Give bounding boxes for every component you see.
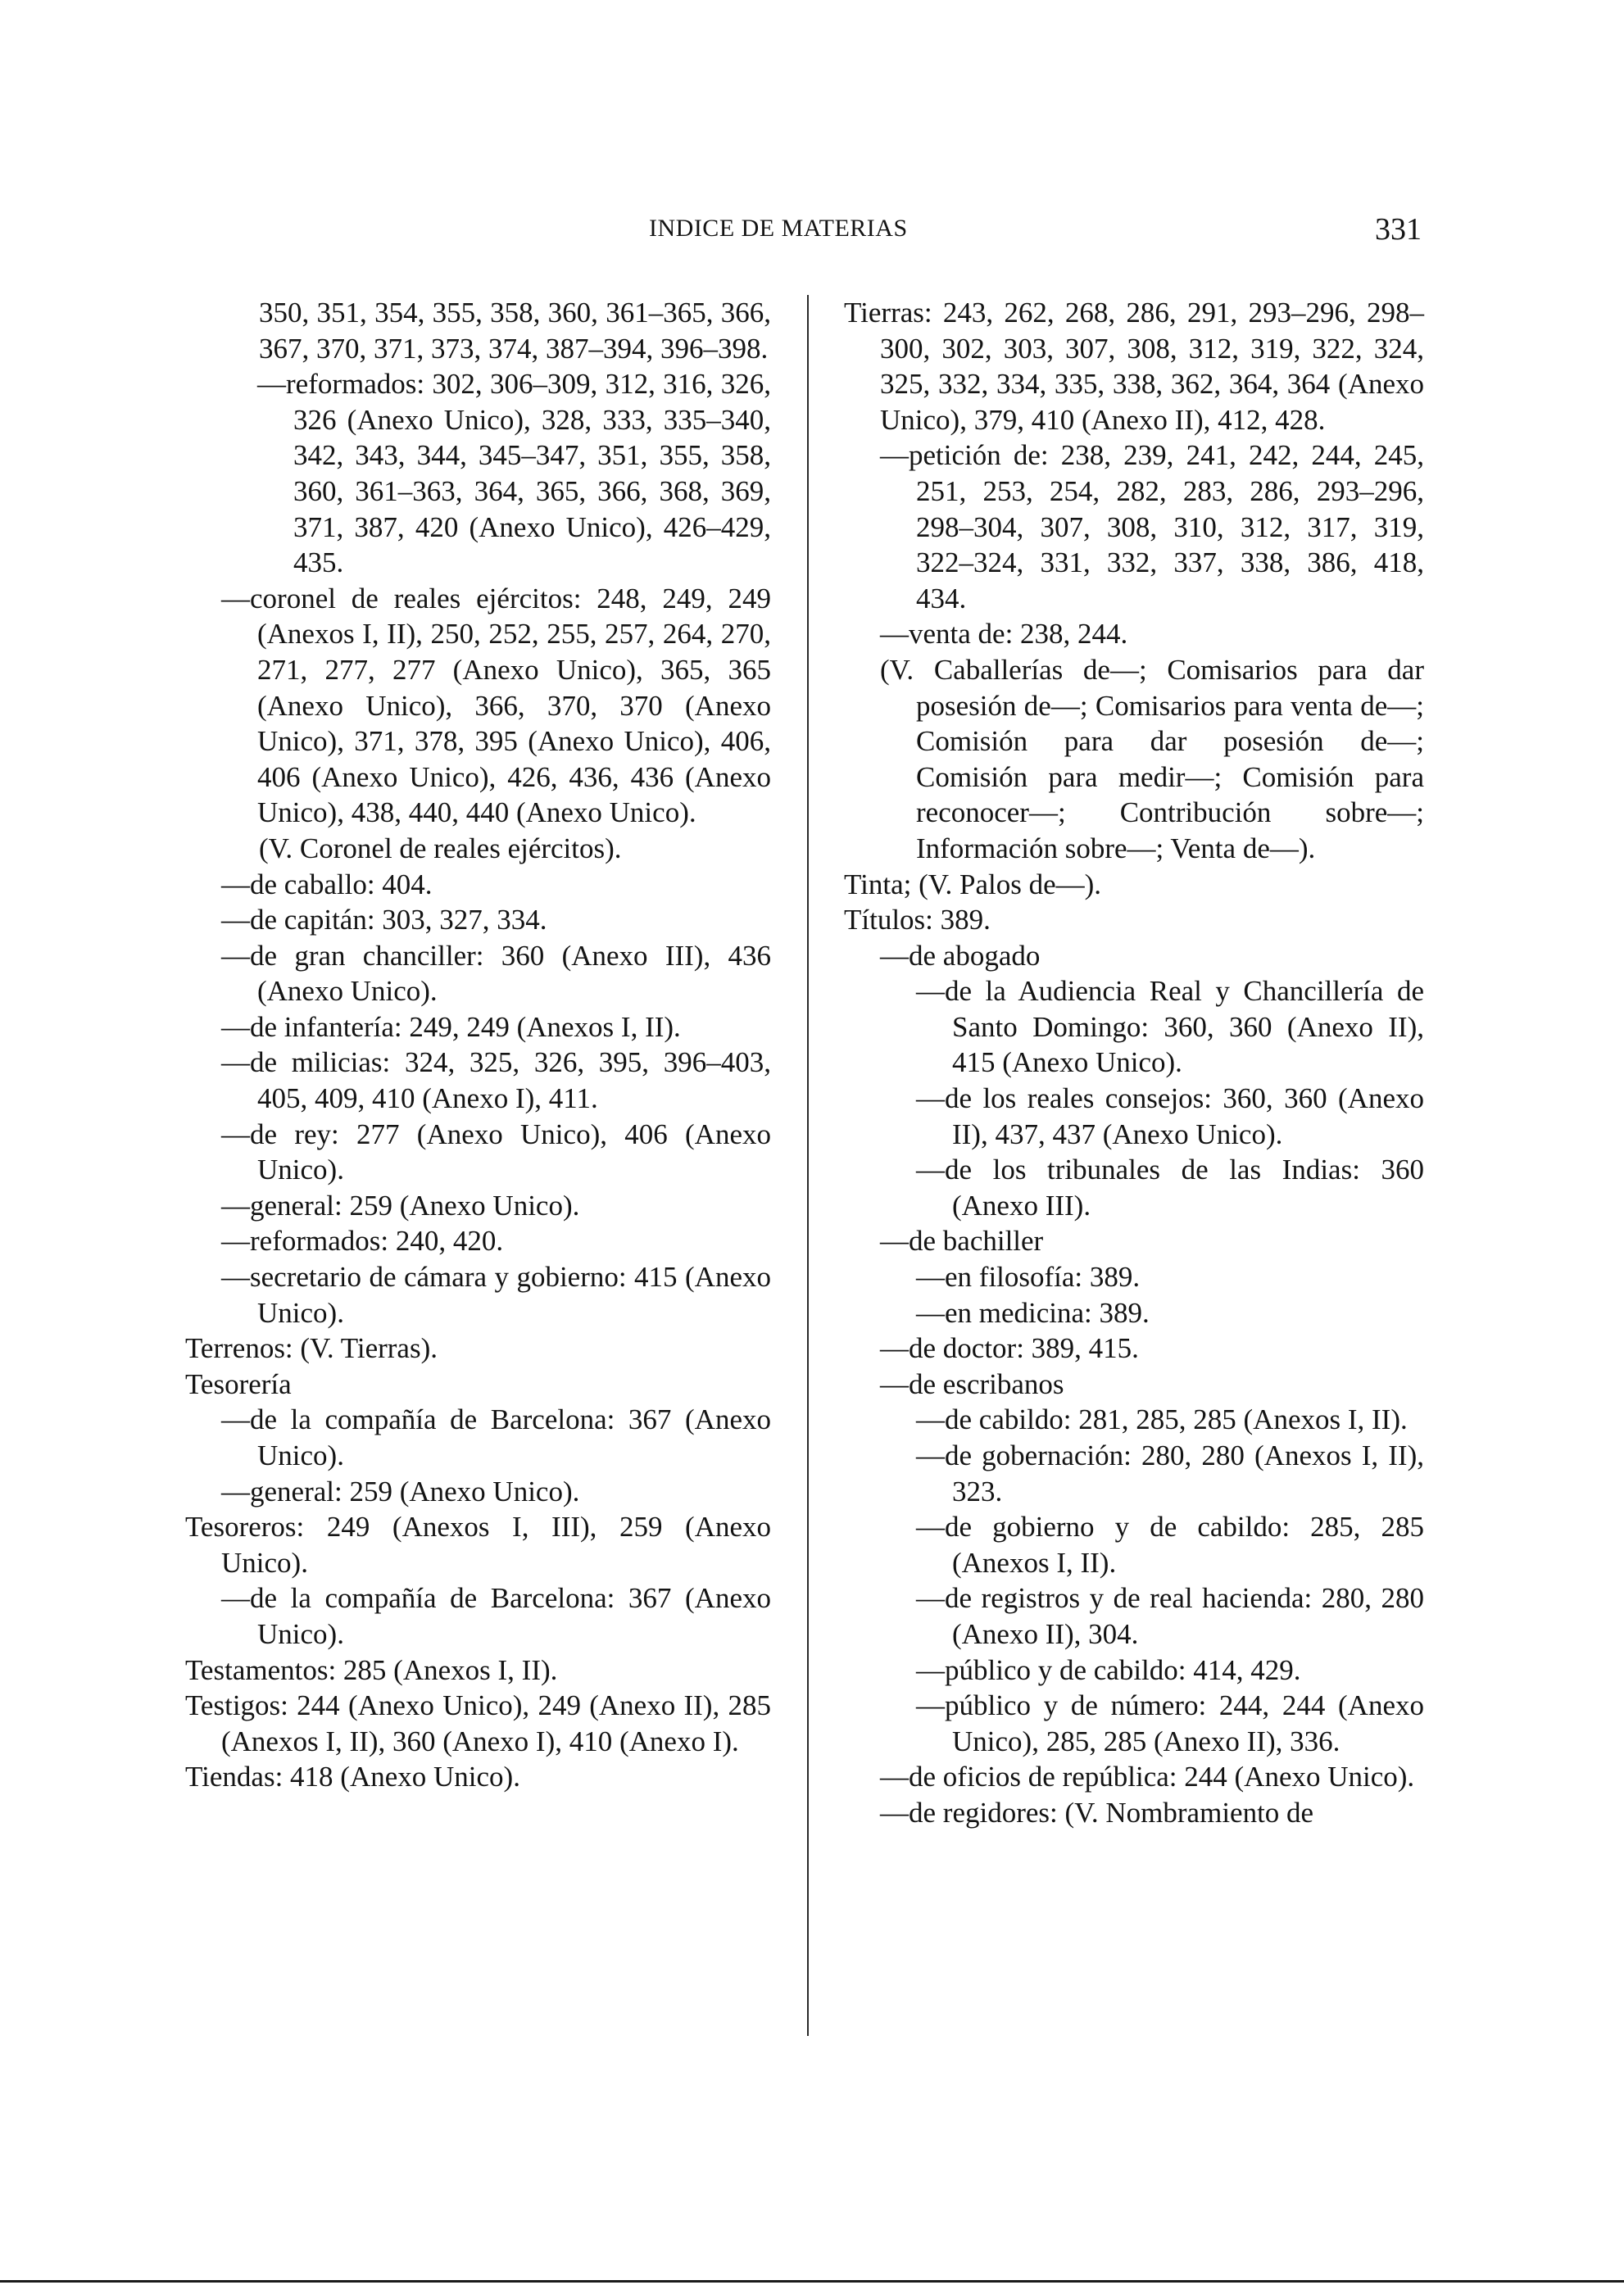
- index-entry: —de oficios de república: 244 (Anexo Unico).: [880, 1761, 1415, 1793]
- index-entry: —de bachiller: [880, 1225, 1044, 1258]
- index-entry: —de la Audiencia Real y Chancillería de Santo Domingo: 360, 360 (Anexo II), 415 (Anexo Unico).: [916, 975, 1424, 1079]
- index-entry: Tierras: 243, 262, 268, 286, 291, 293–296, 298–300, 302, 303, 307, 308, 312, 319, 322, 324, 325, 332, 334, 335, 338, 362, 364, 364 (Anexo Unico), 379, 410 (Anexo II), 412, 428.: [844, 297, 1424, 436]
- index-entry: 350, 351, 354, 355, 358, 360, 361–365, 366, 367, 370, 371, 373, 374, 387–394, 396–398.: [259, 297, 771, 365]
- index-entry: —público y de número: 244, 244 (Anexo Unico), 285, 285 (Anexo II), 336.: [916, 1689, 1424, 1757]
- index-entry: —reformados: 240, 420.: [221, 1225, 504, 1258]
- index-entry: —de rey: 277 (Anexo Unico), 406 (Anexo Unico).: [221, 1118, 771, 1186]
- index-entry: —de registros y de real hacienda: 280, 280 (Anexo II), 304.: [916, 1582, 1424, 1650]
- index-entry: —de la compañía de Barcelona: 367 (Anexo Unico).: [221, 1403, 771, 1471]
- index-entry: Testigos: 244 (Anexo Unico), 249 (Anexo II), 285 (Anexos I, II), 360 (Anexo I), 410 (Anexo I).: [185, 1689, 771, 1757]
- index-entry: —reformados: 302, 306–309, 312, 316, 326, 326 (Anexo Unico), 328, 333, 335–340, 342, 343, 344, 345–347, 351, 355, 358, 360, 361–363, 364, 365, 366, 368, 369, 371, 387, 420 (Anexo Unico), 426–429, 435.: [257, 368, 771, 579]
- index-entry: —petición de: 238, 239, 241, 242, 244, 245, 251, 253, 254, 282, 283, 286, 293–296, 298–304, 307, 308, 310, 312, 317, 319, 322–324, 331, 332, 337, 338, 386, 418, 434.: [880, 439, 1424, 614]
- index-entry: —general: 259 (Anexo Unico).: [221, 1189, 580, 1222]
- index-entry: —general: 259 (Anexo Unico).: [221, 1475, 580, 1507]
- page-number: 331: [1375, 212, 1422, 247]
- index-entry: —de los tribunales de las Indias: 360 (Anexo III).: [916, 1154, 1424, 1222]
- index-entry: —de regidores: (V. Nombramiento de: [880, 1796, 1314, 1829]
- index-entry: —de gobierno y de cabildo: 285, 285 (Anexos I, II).: [916, 1511, 1424, 1579]
- index-entry: Testamentos: 285 (Anexos I, II).: [185, 1653, 558, 1686]
- index-entry: —de los reales consejos: 360, 360 (Anexo II), 437, 437 (Anexo Unico).: [916, 1082, 1424, 1150]
- right-column: [844, 295, 1424, 1831]
- index-entry: —de cabildo: 281, 285, 285 (Anexos I, II).: [916, 1403, 1408, 1436]
- index-entry: —de doctor: 389, 415.: [880, 1332, 1139, 1365]
- scan-edge-line: [0, 2280, 1624, 2283]
- index-entry: —de gran chanciller: 360 (Anexo III), 436 (Anexo Unico).: [221, 939, 771, 1008]
- index-entry: —de capitán: 303, 327, 334.: [221, 904, 547, 936]
- page-header: [188, 212, 1422, 251]
- index-entry: Tesoreros: 249 (Anexos I, III), 259 (Anexo Unico).: [185, 1511, 771, 1579]
- index-entry: —de gobernación: 280, 280 (Anexos I, II), 323.: [916, 1439, 1424, 1507]
- index-entry: Terrenos: (V. Tierras).: [185, 1332, 438, 1365]
- running-title: INDICE DE MATERIAS: [649, 215, 908, 242]
- index-entry: —de milicias: 324, 325, 326, 395, 396–403, 405, 409, 410 (Anexo I), 411.: [221, 1046, 771, 1115]
- column-divider: [807, 295, 809, 2036]
- index-entry: Tiendas: 418 (Anexo Unico).: [185, 1761, 520, 1793]
- index-entry: (V. Caballerías de—; Comisarios para dar posesión de—; Comisarios para venta de—; Comisión para dar posesión de—; Comisión para medir—; Comisión para reconocer—; Contribución sobre—; Información sobre—; Venta de—).: [880, 653, 1424, 864]
- index-entry: —secretario de cámara y gobierno: 415 (Anexo Unico).: [221, 1261, 771, 1329]
- index-entry: —venta de: 238, 244.: [880, 618, 1128, 651]
- index-entry: —de infantería: 249, 249 (Anexos I, II).: [221, 1010, 681, 1043]
- index-entry: Tesorería: [185, 1367, 292, 1400]
- index-entry: —coronel de reales ejércitos: 248, 249, 249 (Anexos I, II), 250, 252, 255, 257, 264, 270, 271, 277, 277 (Anexo Unico), 365, 365 (Anexo Unico), 366, 370, 370 (Anexo Unico), 371, 378, 395 (Anexo Unico), 406, 406 (Anexo Unico), 426, 436, 436 (Anexo Unico), 438, 440, 440 (Anexo Unico).: [221, 582, 771, 829]
- index-entry: —en filosofía: 389.: [916, 1261, 1141, 1294]
- index-entry: —de caballo: 404.: [221, 868, 433, 900]
- index-entry: —en medicina: 389.: [916, 1296, 1150, 1329]
- index-entry: —de la compañía de Barcelona: 367 (Anexo Unico).: [221, 1582, 771, 1650]
- index-entry: —de escribanos: [880, 1367, 1064, 1400]
- index-entry: —de abogado: [880, 939, 1041, 972]
- index-entry: Títulos: 389.: [844, 904, 991, 936]
- index-entry: (V. Coronel de reales ejércitos).: [259, 832, 622, 864]
- left-column: [185, 295, 771, 1795]
- index-entry: Tinta; (V. Palos de—).: [844, 868, 1102, 900]
- index-entry: —público y de cabildo: 414, 429.: [916, 1653, 1301, 1686]
